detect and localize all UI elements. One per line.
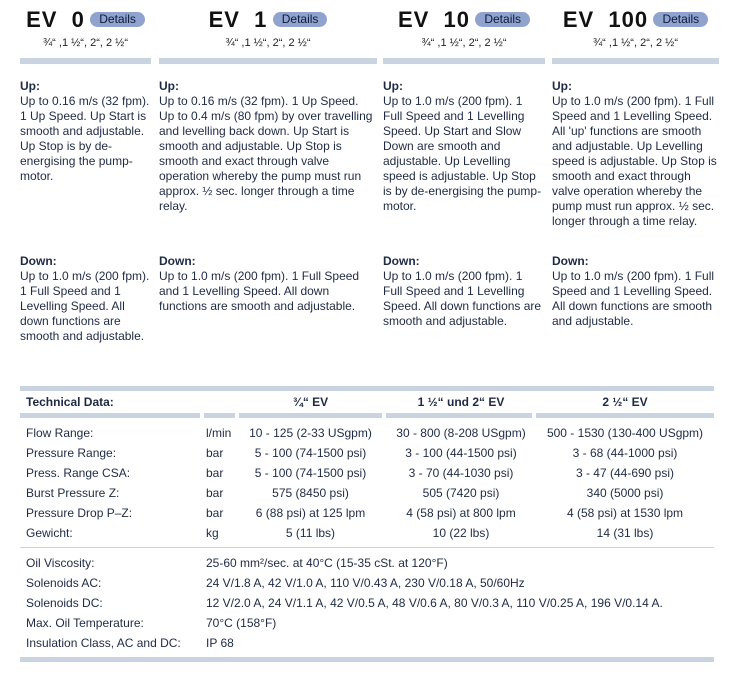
product-column-ev1 (159, 0, 377, 313)
up-text: Up to 1.0 m/s (200 fpm). 1 Full Speed and 1 Levelling Speed. All 'up' functions are smooth and adjustable. Up Levelling speed is adjustable. Up Stop is smooth and exact through valve operation whereby the pump must run approx. ½ sec. longer through a time relay. (552, 94, 717, 228)
model-name: EV 100 (562, 6, 649, 32)
row-value: 3 - 47 (44-690 psi) (575, 466, 675, 480)
row-label: Pressure Drop P–Z: (26, 506, 133, 520)
row-value: 3 - 70 (44-1030 psi) (408, 466, 514, 480)
down-text: Up to 1.0 m/s (200 fpm). 1 Full Speed and 1 Levelling Speed. All down functions are smooth and adjustable. (20, 269, 150, 343)
row-value: 6 (88 psi) at 125 lpm (255, 506, 366, 520)
spec-row (20, 573, 714, 593)
details-button[interactable]: Details (273, 12, 328, 27)
down-text: Up to 1.0 m/s (200 fpm). 1 Full Speed and 1 Levelling Speed. All down functions are smooth and adjustable. (552, 269, 715, 328)
rule-segment (386, 413, 532, 418)
divider (383, 58, 545, 64)
product-column-ev100 (552, 0, 719, 328)
spec-row (20, 633, 714, 653)
table-row (20, 463, 714, 483)
up-section (383, 79, 545, 214)
spec-value: 12 V/2.0 A, 24 V/1.1 A, 42 V/0.5 A, 48 V/0.6 A, 80 V/0.3 A, 110 V/0.25 A, 196 V/0.14 A. (206, 596, 663, 610)
spec-label: Solenoids AC: (26, 576, 102, 590)
row-value: 5 (11 lbs) (285, 526, 336, 540)
table-row (20, 503, 714, 523)
down-title: Down: (159, 254, 196, 268)
row-label: Pressure Range: (26, 446, 117, 460)
product-header (159, 0, 377, 58)
model-name: EV 0 (26, 6, 85, 32)
row-unit: bar (206, 506, 224, 520)
down-title: Down: (552, 254, 589, 268)
row-value: 14 (31 lbs) (596, 526, 654, 540)
rule-segment (204, 413, 235, 418)
row-value: 4 (58 psi) at 1530 lpm (566, 506, 684, 520)
row-value: 575 (8450 psi) (272, 486, 349, 500)
row-label: Gewicht: (26, 526, 73, 540)
spec-value: 25-60 mm²/sec. at 40°C (15-35 cSt. at 120°F) (206, 556, 448, 570)
specs-rows (20, 553, 714, 653)
row-value: 3 - 68 (44-1000 psi) (572, 446, 678, 460)
down-section (20, 254, 151, 344)
rule-segment (20, 413, 200, 418)
row-value: 5 - 100 (74-1500 psi) (254, 466, 367, 480)
product-header (552, 0, 719, 58)
table-row (20, 443, 714, 463)
up-title: Up: (552, 79, 572, 93)
row-value: 340 (5000 psi) (586, 486, 664, 500)
row-unit: l/min (206, 426, 232, 440)
row-value: 500 - 1530 (130-400 USgpm) (546, 426, 704, 440)
model-name: EV 10 (397, 6, 470, 32)
down-section (383, 254, 545, 329)
table-row (20, 523, 714, 543)
row-unit: bar (206, 466, 224, 480)
product-header (20, 0, 151, 58)
divider (552, 58, 719, 64)
table-row (20, 423, 714, 443)
sizes-label: ¾“ ,1 ½“, 2“, 2 ½“ (225, 37, 311, 49)
sizes-label: ¾“ ,1 ½“, 2“, 2 ½“ (43, 37, 128, 49)
row-unit: bar (206, 446, 224, 460)
header-col-2: 1 ½“ und 2“ EV (417, 395, 505, 409)
down-section (159, 254, 377, 314)
rule-segment (239, 413, 382, 418)
row-value: 10 (22 lbs) (432, 526, 490, 540)
up-title: Up: (383, 79, 403, 93)
spec-label: Max. Oil Temperature: (26, 616, 144, 630)
row-label: Burst Pressure Z: (26, 486, 120, 500)
down-title: Down: (20, 254, 57, 268)
product-column-ev0 (20, 0, 151, 343)
spec-row (20, 613, 714, 633)
up-section (552, 79, 719, 229)
rule-segment (536, 413, 714, 418)
technical-data-table (20, 386, 714, 662)
table-header-row (20, 391, 714, 413)
spec-row (20, 593, 714, 613)
table-row (20, 483, 714, 503)
down-text: Up to 1.0 m/s (200 fpm). 1 Full Speed and 1 Levelling Speed. All down functions are smooth and adjustable. (383, 269, 542, 328)
header-col-3: 2 ½“ EV (602, 395, 648, 409)
header-col-1: ¾“ EV (292, 395, 329, 409)
details-button[interactable]: Details (90, 12, 145, 27)
details-button[interactable]: Details (475, 12, 530, 27)
divider (20, 58, 151, 64)
sizes-label: ¾“ ,1 ½“, 2“, 2 ½“ (421, 37, 507, 49)
down-text: Up to 1.0 m/s (200 fpm). 1 Full Speed and 1 Levelling Speed. All down functions are smooth and adjustable. (159, 269, 360, 313)
up-title: Up: (159, 79, 179, 93)
row-unit: kg (206, 526, 219, 540)
down-title: Down: (383, 254, 420, 268)
spec-value: IP 68 (206, 636, 234, 650)
row-value: 30 - 800 (8-208 USgpm) (396, 426, 526, 440)
details-button[interactable]: Details (653, 12, 708, 27)
row-value: 4 (58 psi) at 800 lpm (406, 506, 516, 520)
divider (159, 58, 377, 64)
spec-value: 24 V/1.8 A, 42 V/1.0 A, 110 V/0.43 A, 230 V/0.18 A, 50/60Hz (206, 576, 525, 590)
row-value: 5 - 100 (74-1500 psi) (254, 446, 367, 460)
row-unit: bar (206, 486, 224, 500)
product-column-ev10 (383, 0, 545, 328)
spec-value: 70°C (158°F) (206, 616, 277, 630)
sizes-label: ¾“ ,1 ½“, 2“, 2 ½“ (593, 37, 678, 49)
up-text: Up to 0.16 m/s (32 fpm). 1 Up Speed. Up Start is smooth and adjustable. Up Stop is by de-energising the pump-motor. (20, 94, 150, 183)
product-header (383, 0, 545, 58)
row-label: Press. Range CSA: (26, 466, 131, 480)
row-value: 505 (7420 psi) (422, 486, 500, 500)
up-section (20, 79, 151, 184)
spec-row (20, 553, 714, 573)
model-name: EV 1 (208, 6, 268, 32)
spec-label: Oil Viscosity: (26, 556, 95, 570)
row-label: Flow Range: (26, 426, 94, 440)
row-value: 3 - 100 (44-1500 psi) (405, 446, 517, 460)
up-text: Up to 0.16 m/s (32 fpm). 1 Up Speed. Up to 0.4 m/s (80 fpm) by over travelling and levelling back down. Up Start is smooth and adjustable. Up Stop is smooth and exact through valve operation whereby the pump must run approx. ½ sec. longer through a time relay. (159, 94, 373, 213)
header-rule (20, 413, 714, 418)
up-section (159, 79, 377, 214)
up-text: Up to 1.0 m/s (200 fpm). 1 Full Speed and 1 Levelling Speed. Up Start and Slow Down are smooth and adjustable. Up Levelling speed is adjustable. Up Stop is by de-energising the pump-motor. (383, 94, 542, 213)
technical-data-title: Technical Data: (26, 395, 114, 409)
down-section (552, 254, 719, 329)
technical-rows (20, 423, 714, 543)
row-value: 10 - 125 (2-33 USgpm) (249, 426, 372, 440)
spec-label: Solenoids DC: (26, 596, 103, 610)
table-bottom-rule (20, 657, 714, 662)
spec-label: Insulation Class, AC and DC: (26, 636, 181, 650)
up-title: Up: (20, 79, 40, 93)
